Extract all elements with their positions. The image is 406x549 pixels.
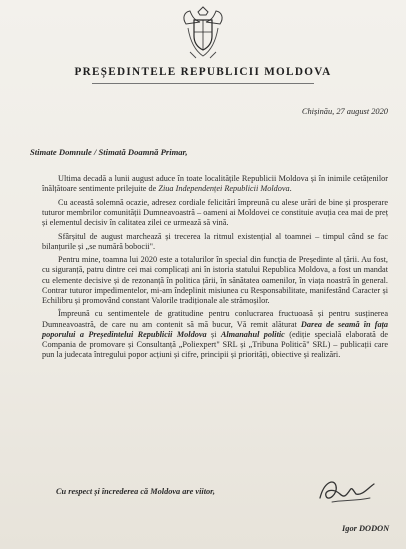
letter-greeting: Stimate Domnule / Stimată Doamnă Primar, (30, 147, 188, 157)
handwritten-signature (316, 472, 378, 508)
letter-header-title: PREȘEDINTELE REPUBLICII MOLDOVA (74, 66, 332, 78)
paragraph-5-rest: (ediție specială elaborată de Compania de promovare și Consultanță „Poliexpert" SRL și „Tribuna Politică" SRL) – publicații care pun la judecata întregului popor acțiuni și cifre, principii și priorități, obiective și realizări. (42, 329, 388, 360)
letter-closing: Cu respect și încrederea că Moldova are viitor, (56, 487, 216, 496)
paragraph-5-conjunction: și (206, 329, 221, 339)
paragraph-1-text: Ultima decadă a lunii august aduce în toate localitățile Republicii Moldova și în inimile cetățenilor înălțătoare sentimente prilejuite de (42, 174, 388, 194)
paragraph-1 (42, 174, 388, 194)
paragraph-2: Cu această solemnă ocazie, adresez cordiale felicitări împreună cu alese urări de bine și prosperare tuturor membrilor comunității Dumneavoastră – oameni ai Moldovei ce constituie avuția cea mai de preț și elementul decisiv în calitatea zilei ce urmează să vină. (42, 197, 388, 228)
paragraph-4: Pentru mine, toamna lui 2020 este a totalurilor în special din funcția de Președinte al țării. Au fost, cu siguranță, patru dintre cei mai complicați ani în istoria statului Republica Moldova, a fost un mandat cu elemente decisive și de rezonanță în politica țării, în sănătatea oamenilor, în viața noastră în general. Contrar tuturor impedimentelor, mi-am îndeplinit misiunea cu Responsabilitate, manifestând Caracter și Echilibru și promovând constant Valorile tradiționale ale strămoșilor. (42, 255, 388, 305)
report-title: Darea de seamă în fața poporului a Președintelui Republicii Moldova (42, 319, 389, 339)
paragraph-3: Sfârșitul de august marchează și trecerea la ritmul existențial al toamnei – timpul când se fac bilanțurile și „se numără bobocii". (42, 231, 388, 251)
paragraph-5 (42, 309, 388, 360)
paragraph-5-text: Împreună cu sentimentele de gratitudine pentru conlucrarea fructuoasă și pentru susținerea Dumneavoastră, de care nu am contenit să mă bucur, Vă remit alăturat (42, 309, 388, 329)
almanac-title: Almanahul politic (220, 329, 285, 339)
coat-of-arms-icon (180, 6, 226, 62)
header-divider (92, 83, 314, 84)
signer-name: Igor DODON (342, 524, 390, 533)
independence-day-phrase: Ziua Independenței Republicii Moldova (158, 184, 290, 194)
letter-date: Chișinău, 27 august 2020 (301, 107, 388, 116)
paragraph-1-end: . (289, 184, 292, 194)
letter-body (42, 174, 388, 364)
